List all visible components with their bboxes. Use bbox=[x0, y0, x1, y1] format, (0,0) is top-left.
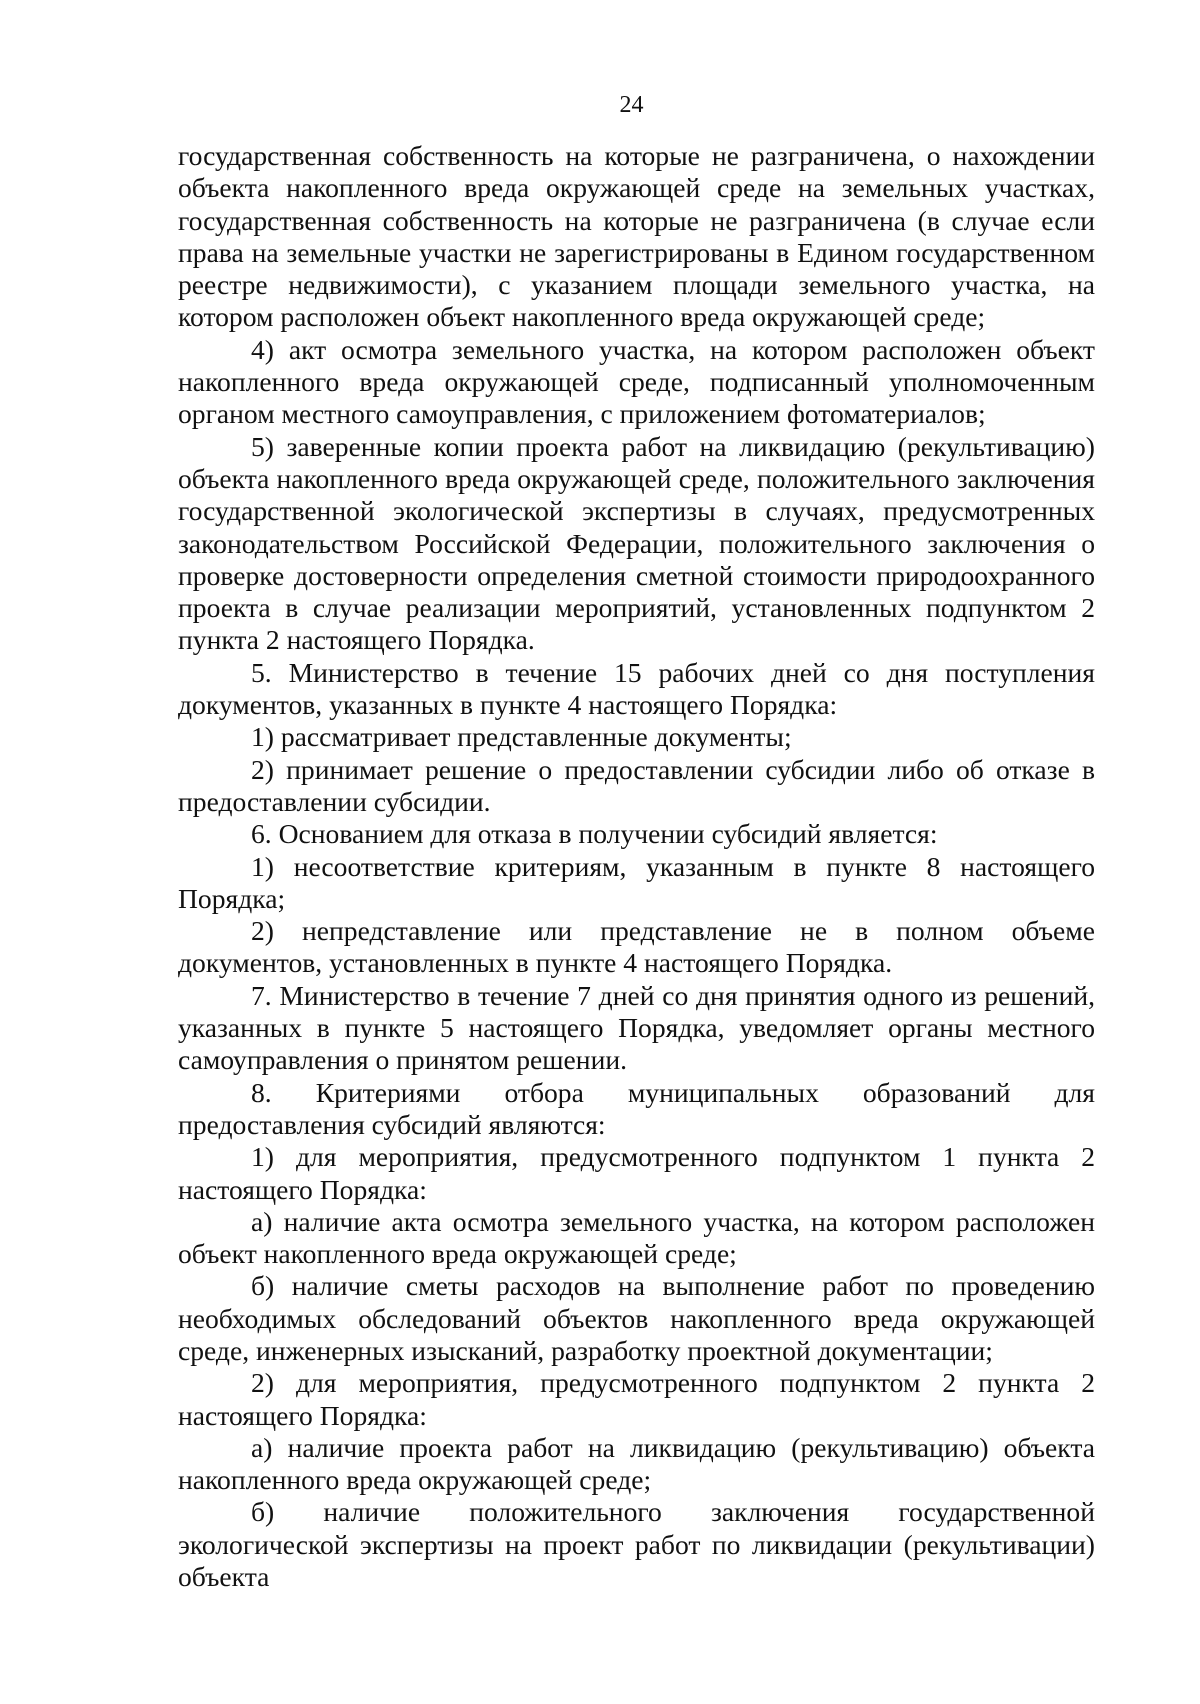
paragraph: б) наличие положительного заключения государственной экологической экспертизы на проект работ по ликвидации (рекультивации) объекта bbox=[178, 1496, 1095, 1593]
paragraph: а) наличие акта осмотра земельного участка, на котором расположен объект накопленного вреда окружающей среде; bbox=[178, 1205, 1095, 1270]
paragraph: б) наличие сметы расходов на выполнение работ по проведению необходимых обследований объектов накопленного вреда окружающей среде, инженерных изысканий, разработку проектной документации; bbox=[178, 1270, 1095, 1366]
paragraph: государственная собственность на которые не разграничена, о нахождении объекта накопленного вреда окружающей среде на земельных участках, государственная собственность на которые не разграничена (в случае если права на земельные участки не зарегистрированы в Едином государственном реестре недвижимости), с указанием площади земельного участка, на котором расположен объект накопленного вреда окружающей среде; bbox=[178, 140, 1095, 333]
paragraph: 5) заверенные копии проекта работ на ликвидацию (рекультивацию) объекта накопленного вреда окружающей среде, положительного заключения государственной экологической экспертизы в случаях, предусмотренных законодательством Российской Федерации, положительного заключения о проверке достоверности определения сметной стоимости природоохранного проекта в случае реализации мероприятий, установленных подпунктом 2 пункта 2 настоящего Порядка. bbox=[178, 430, 1095, 656]
paragraph: 1) несоответствие критериям, указанным в пункте 8 настоящего Порядка; bbox=[178, 850, 1095, 914]
paragraph: а) наличие проекта работ на ликвидацию (рекультивацию) объекта накопленного вреда окружающей среде; bbox=[178, 1431, 1095, 1496]
paragraph: 2) непредставление или представление не в полном объеме документов, установленных в пункте 4 настоящего Порядка. bbox=[178, 915, 1095, 979]
paragraph: 2) для мероприятия, предусмотренного подпунктом 2 пункта 2 настоящего Порядка: bbox=[178, 1367, 1095, 1431]
paragraph: 2) принимает решение о предоставлении субсидии либо об отказе в предоставлении субсидии. bbox=[178, 753, 1095, 817]
paragraph: 5. Министерство в течение 15 рабочих дней со дня поступления документов, указанных в пункте 4 настоящего Порядка: bbox=[178, 656, 1095, 721]
paragraph: 1) рассматривает представленные документы; bbox=[251, 721, 792, 753]
paragraph: 7. Министерство в течение 7 дней со дня принятия одного из решений, указанных в пункте 5 настоящего Порядка, уведомляет органы местного самоуправления о принятом решении. bbox=[178, 979, 1095, 1076]
paragraph: 8. Критериями отбора муниципальных образований для предоставления субсидий являются: bbox=[178, 1076, 1095, 1140]
page-number: 24 bbox=[619, 92, 644, 118]
paragraph: 4) акт осмотра земельного участка, на котором расположен объект накопленного вреда окружающей среде, подписанный уполномоченным органом местного самоуправления, с приложением фотоматериалов; bbox=[178, 333, 1095, 430]
document-body bbox=[178, 140, 1095, 1593]
paragraph: 6. Основанием для отказа в получении субсидий является: bbox=[251, 818, 938, 850]
paragraph: 1) для мероприятия, предусмотренного подпунктом 1 пункта 2 настоящего Порядка: bbox=[178, 1141, 1095, 1205]
